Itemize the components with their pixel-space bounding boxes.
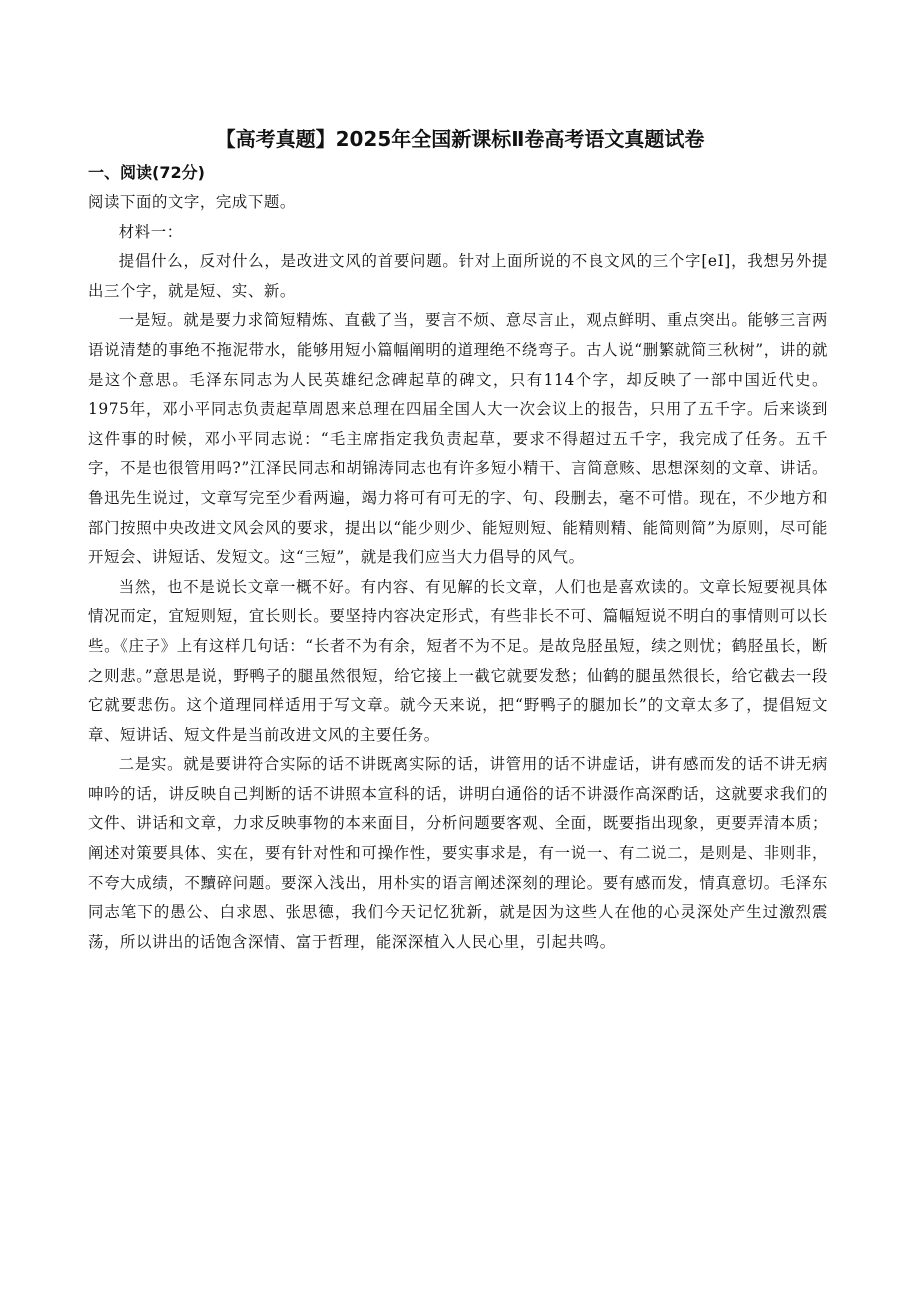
- paragraph: 提倡什么，反对什么，是改进文风的首要问题。针对上面所说的不良文风的三个字[eI]，我想另外提出三个字，就是短、实、新。: [88, 252, 828, 300]
- instruction-text: 阅读下面的文字，完成下题。: [88, 193, 296, 211]
- material-label: 材料一：: [118, 222, 183, 241]
- paragraph: 二是实。就是要讲符合实际的话不讲既离实际的话，讲管用的话不讲虚话，讲有感而发的话不讲无病呻吟的话，讲反映自己判断的话不讲照本宣科的话，讲明白通俗的话不讲滠作高深酌话，这就要求我们的文件、讲话和文章，力求反映事物的本来面目，分析问题要客观、全面，既要指出现象，更要弄清本质；阐述对策要具体、实在，要有针对性和可操作性，要实事求是，有一说一、有二说二，是则是、非则非，不夸大成绩，不黷碎问题。要深入浅出，用朴实的语言阐述深刻的理论。要有感而发，情真意切。毛泽东同志笔下的愚公、白求恩、张思德，我们今天记忆犹新，就是因为这些人在他的心灵深处产生过激烈震荡，所以讲出的话饱含深情、富于哲理，能深深植入人民心里，引起共鸣。: [88, 755, 828, 951]
- section-heading: 一、阅读(72分): [88, 163, 205, 182]
- paragraph: 当然，也不是说长文章一概不好。有内容、有见解的长文章，人们也是喜欢读的。文章长短要视具体情况而定，宜短则短，宜长则长。要坚持内容决定形式，有些非长不可、篇幅短说不明白的事情则可以长些。《庄子》上有这样几句话：“长者不为有余，短者不为不足。是故凫胫虽短，续之则忧；鹤胫虽长，断之则悲。”意思是说，野鸭子的腿虽然很短，给它接上一截它就要发愁；仙鹤的腿虽然很长，给它截去一段它就要悲伤。这个道理同样适用于写文章。就今天来说，把“野鸭子的腿加长”的文章太多了，提倡短文章、短讲话、短文件是当前改进文风的主要任务。: [88, 577, 828, 744]
- document-body: [88, 188, 828, 957]
- paragraph: 一是短。就是要力求简短精炼、直截了当，要言不烦、意尽言止，观点鲜明、重点突出。能够三言两语说清楚的事绝不拖泥带水，能够用短小篇幅阐明的道理绝不绕弯子。古人说“删繁就简三秋树”，讲的就是这个意思。毛泽东同志为人民英雄纪念碑起草的碑文，只有114个字，却反映了一部中国近代史。1975年，邓小平同志负责起草周恩来总理在四届全国人大一次会议上的报告，只用了五千字。后来谈到这件事的时候，邓小平同志说：“毛主席指定我负责起草，要求不得超过五千字，我完成了任务。五千字，不是也很管用吗?”江泽民同志和胡锦涛同志也有许多短小精干、言简意赅、思想深刻的文章、讲话。鲁迅先生说过，文章写完至少看两遍，竭力将可有可无的字、句、段删去，毫不可惜。现在，不少地方和部门按照中央改进文风会风的要求，提出以“能少则少、能短则短、能精则精、能简则简”为原则，尽可能开短会、讲短话、发短文。这“三短”，就是我们应当大力倡导的风气。: [88, 311, 828, 567]
- document-title: 【高考真题】2025年全国新课标Ⅱ卷高考语文真题试卷: [215, 127, 705, 151]
